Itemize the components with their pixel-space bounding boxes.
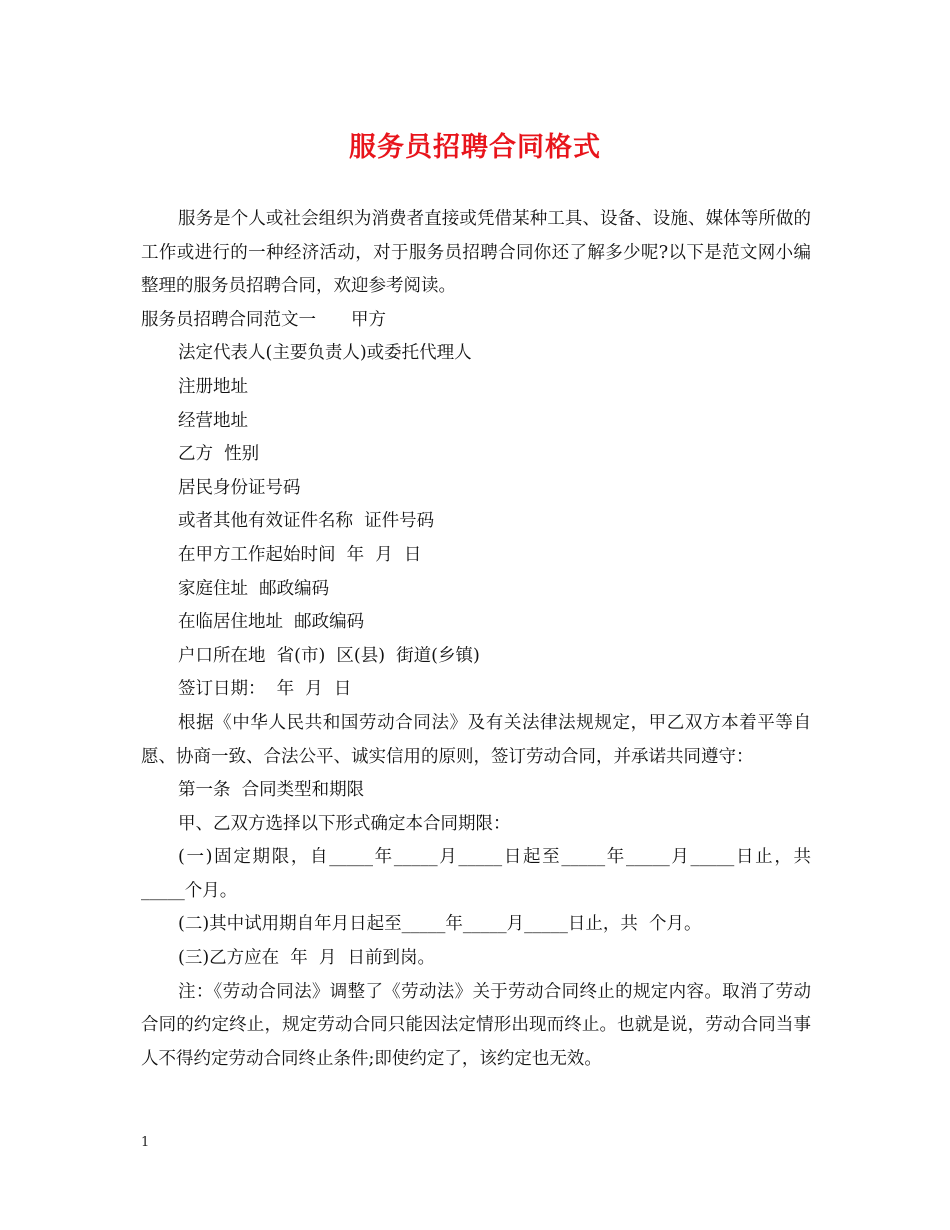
report-date-clause: (三)乙方应在 年 月 日前到岗。 — [178, 948, 436, 969]
field-household-registration: 户口所在地 省(市) 区(县) 街道(乡镇) — [178, 645, 480, 666]
intro-paragraph: 服务是个人或社会组织为消费者直接或凭借某种工具、设备、设施、媒体等所做的工作或进行的一种经济活动，对于服务员招聘合同你还了解多少呢?以下是范文网小编整理的服务员招聘合同，欢迎参考阅读。 — [141, 209, 811, 297]
field-legal-representative: 法定代表人(主要负责人)或委托代理人 — [178, 343, 472, 364]
field-signing-date: 签订日期： 年 月 日 — [178, 679, 352, 700]
field-temporary-address: 在临居住地址 邮政编码 — [178, 612, 365, 633]
field-party-b-gender: 乙方 性别 — [178, 444, 260, 465]
note-paragraph: 注：《劳动合同法》调整了《劳动法》关于劳动合同终止的规定内容。取消了劳动合同的约定终止，规定劳动合同只能因法定情形出现而终止。也就是说，劳动合同当事人不得约定劳动合同终止条件;即使约定了，该约定也无效。 — [141, 981, 811, 1069]
field-registered-address: 注册地址 — [178, 376, 248, 397]
term-selection-paragraph: 甲、乙双方选择以下形式确定本合同期限： — [178, 813, 511, 834]
field-start-date: 在甲方工作起始时间 年 月 日 — [178, 544, 422, 565]
document-title: 服务员招聘合同格式 — [349, 132, 601, 163]
article-one-heading: 第一条 合同类型和期限 — [178, 780, 365, 801]
fixed-term-clause: (一)固定期限，自_____年_____月_____日起至_____年_____月_____日止，共_____个月。 — [141, 847, 811, 901]
contract-sample-heading: 服务员招聘合同范文一 甲方 — [141, 309, 386, 330]
page-number: 1 — [141, 1135, 150, 1150]
field-business-address: 经营地址 — [178, 410, 248, 431]
field-other-id: 或者其他有效证件名称 证件号码 — [178, 511, 435, 532]
document-body — [141, 203, 811, 1076]
probation-clause: (二)其中试用期自年月日起至_____年_____月_____日止，共 个月。 — [178, 914, 702, 935]
field-home-address: 家庭住址 邮政编码 — [178, 578, 330, 599]
legal-basis-paragraph: 根据《中华人民共和国劳动合同法》及有关法律法规规定，甲乙双方本着平等自愿、协商一致、合法公平、诚实信用的原则，签订劳动合同，并承诺共同遵守： — [141, 712, 811, 767]
field-id-number: 居民身份证号码 — [178, 477, 301, 498]
